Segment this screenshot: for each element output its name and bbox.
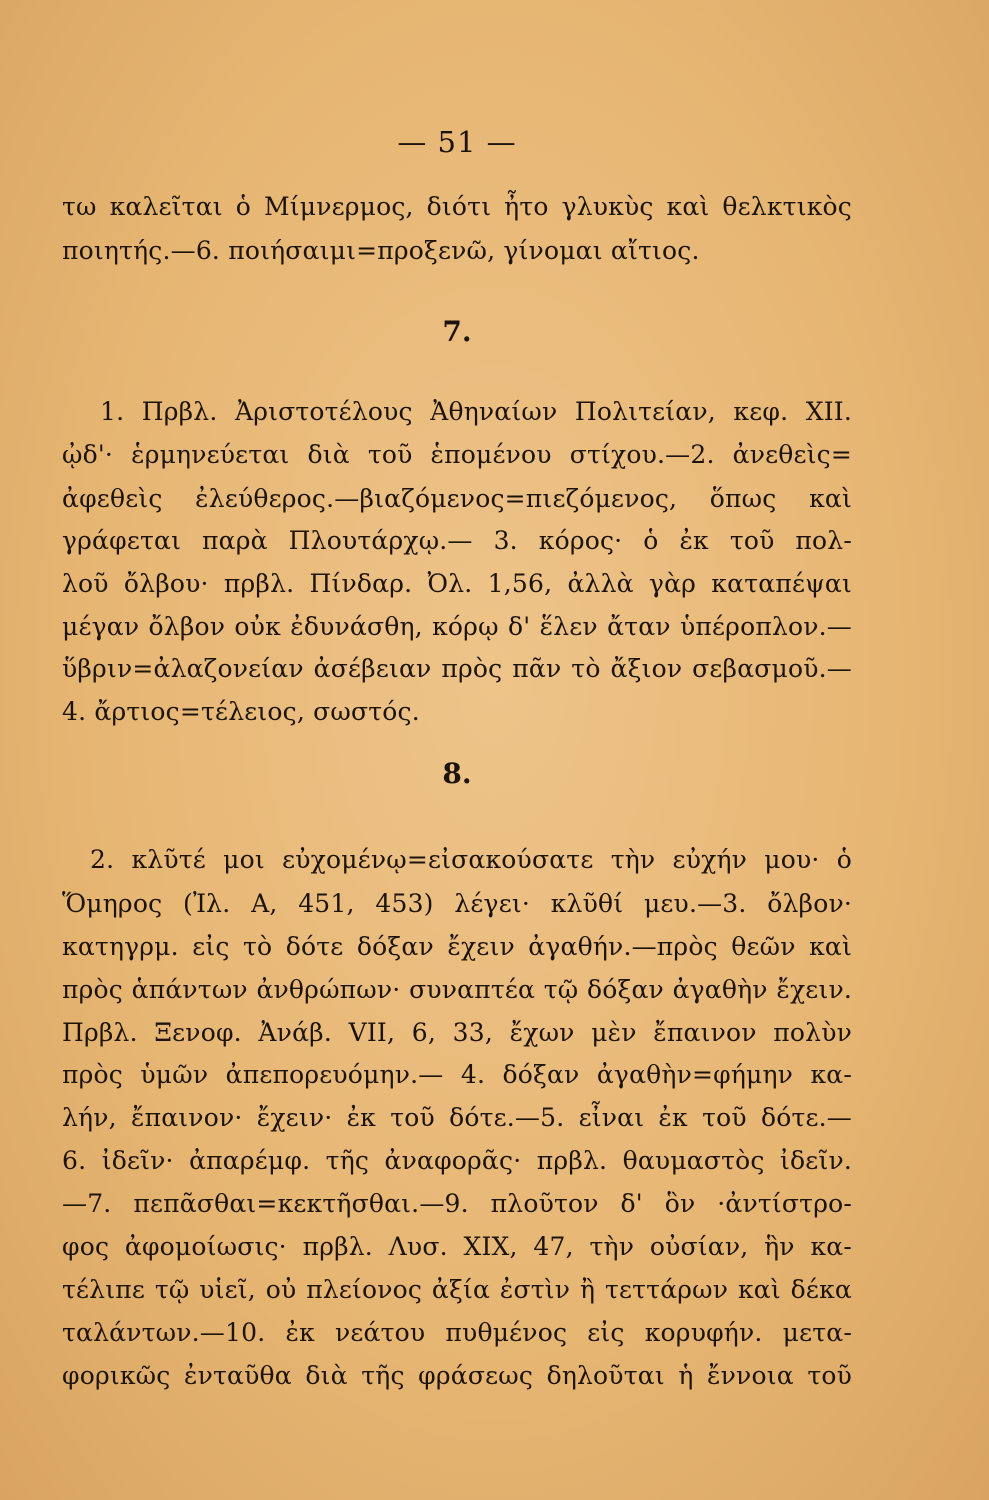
text-line: πρὸς ἁπάντων ἀνθρώπων· συναπτέα τῷ δόξαν ἀγαθὴν ἔχειν. bbox=[62, 975, 852, 1004]
text-line: 4. ἄρτιος=τέλειος, σωστός. bbox=[62, 697, 420, 726]
text-line: ποιητής.—6. ποιήσαιμι=προξενῶ, γίνομαι αἴτιος. bbox=[62, 236, 700, 265]
text-line: πρὸς ὑμῶν ἀπεπορευόμην.— 4. δόξαν ἀγαθὴν=φήμην κα- bbox=[62, 1060, 852, 1089]
text-line: τω καλεῖται ὁ Μίμνερμος, διότι ἦτο γλυκὺς καὶ θελκτικὸς bbox=[62, 192, 852, 221]
page-number: — 51 — bbox=[397, 125, 517, 159]
text-line: 6. ἰδεῖν· ἀπαρέμφ. τῆς ἀναφορᾶς· πρβλ. θαυμαστὸς ἰδεῖν. bbox=[62, 1146, 852, 1175]
text-line: γράφεται παρὰ Πλουτάρχῳ.— 3. κόρος· ὁ ἐκ τοῦ πολ- bbox=[62, 526, 852, 555]
text-line: φος ἀφομοίωσις· πρβλ. Λυσ. XIX, 47, τὴν οὐσίαν, ἣν κα- bbox=[62, 1232, 852, 1261]
book-page bbox=[62, 0, 852, 1500]
text-line: ὕβριν=ἀλαζονείαν ἀσέβειαν πρὸς πᾶν τὸ ἄξιον σεβασμοῦ.— bbox=[62, 654, 852, 683]
section-heading-8: 8. bbox=[442, 757, 472, 790]
text-line: τέλιπε τῷ υἱεῖ, οὐ πλείονος ἀξία ἐστὶν ἢ τεττάρων καὶ δέκα bbox=[62, 1275, 852, 1304]
text-line: ταλάντων.—10. ἐκ νεάτου πυθμένος εἰς κορυφήν. μετα- bbox=[62, 1318, 852, 1347]
text-line: ᾠδ'· ἑρμηνεύεται διὰ τοῦ ἑπομένου στίχου.—2. ἀνεθεὶς= bbox=[62, 440, 852, 469]
text-line: φορικῶς ἐνταῦθα διὰ τῆς φράσεως δηλοῦται ἡ ἔννοια τοῦ bbox=[62, 1361, 852, 1390]
text-line: μέγαν ὄλβον οὐκ ἐδυνάσθη, κόρῳ δ' ἕλεν ἄταν ὑπέροπλον.— bbox=[62, 612, 852, 641]
text-line: λοῦ ὄλβου· πρβλ. Πίνδαρ. Ὀλ. 1,56, ἀλλὰ γὰρ καταπέψαι bbox=[62, 569, 852, 598]
text-line: Πρβλ. Ξενοφ. Ἀνάβ. VII, 6, 33, ἔχων μὲν ἔπαινον πολὺν bbox=[62, 1018, 852, 1047]
text-line: ἀφεθεὶς ἐλεύθερος.—βιαζόμενος=πιεζόμενος, ὅπως καὶ bbox=[62, 484, 852, 513]
text-line: κατηγρμ. εἰς τὸ δότε δόξαν ἔχειν ἀγαθήν.—πρὸς θεῶν καὶ bbox=[62, 932, 852, 961]
text-line: 2. κλῦτέ μοι εὐχομένῳ=εἰσακούσατε τὴν εὐχήν μου· ὁ bbox=[90, 845, 852, 874]
text-line: 1. Πρβλ. Ἀριστοτέλους Ἀθηναίων Πολιτείαν, κεφ. XII. bbox=[100, 397, 852, 426]
text-line: Ὅμηρος (Ἰλ. Α, 451, 453) λέγει· κλῦθί μευ.—3. ὄλβον· bbox=[62, 889, 852, 918]
text-line: λήν, ἔπαινον· ἔχειν· ἐκ τοῦ δότε.—5. εἶναι ἐκ τοῦ δότε.— bbox=[62, 1103, 852, 1132]
section-heading-7: 7. bbox=[442, 315, 472, 348]
text-line: —7. πεπᾶσθαι=κεκτῆσθαι.—9. πλοῦτον δ' ὃν ·ἀντίστρο- bbox=[62, 1189, 852, 1218]
